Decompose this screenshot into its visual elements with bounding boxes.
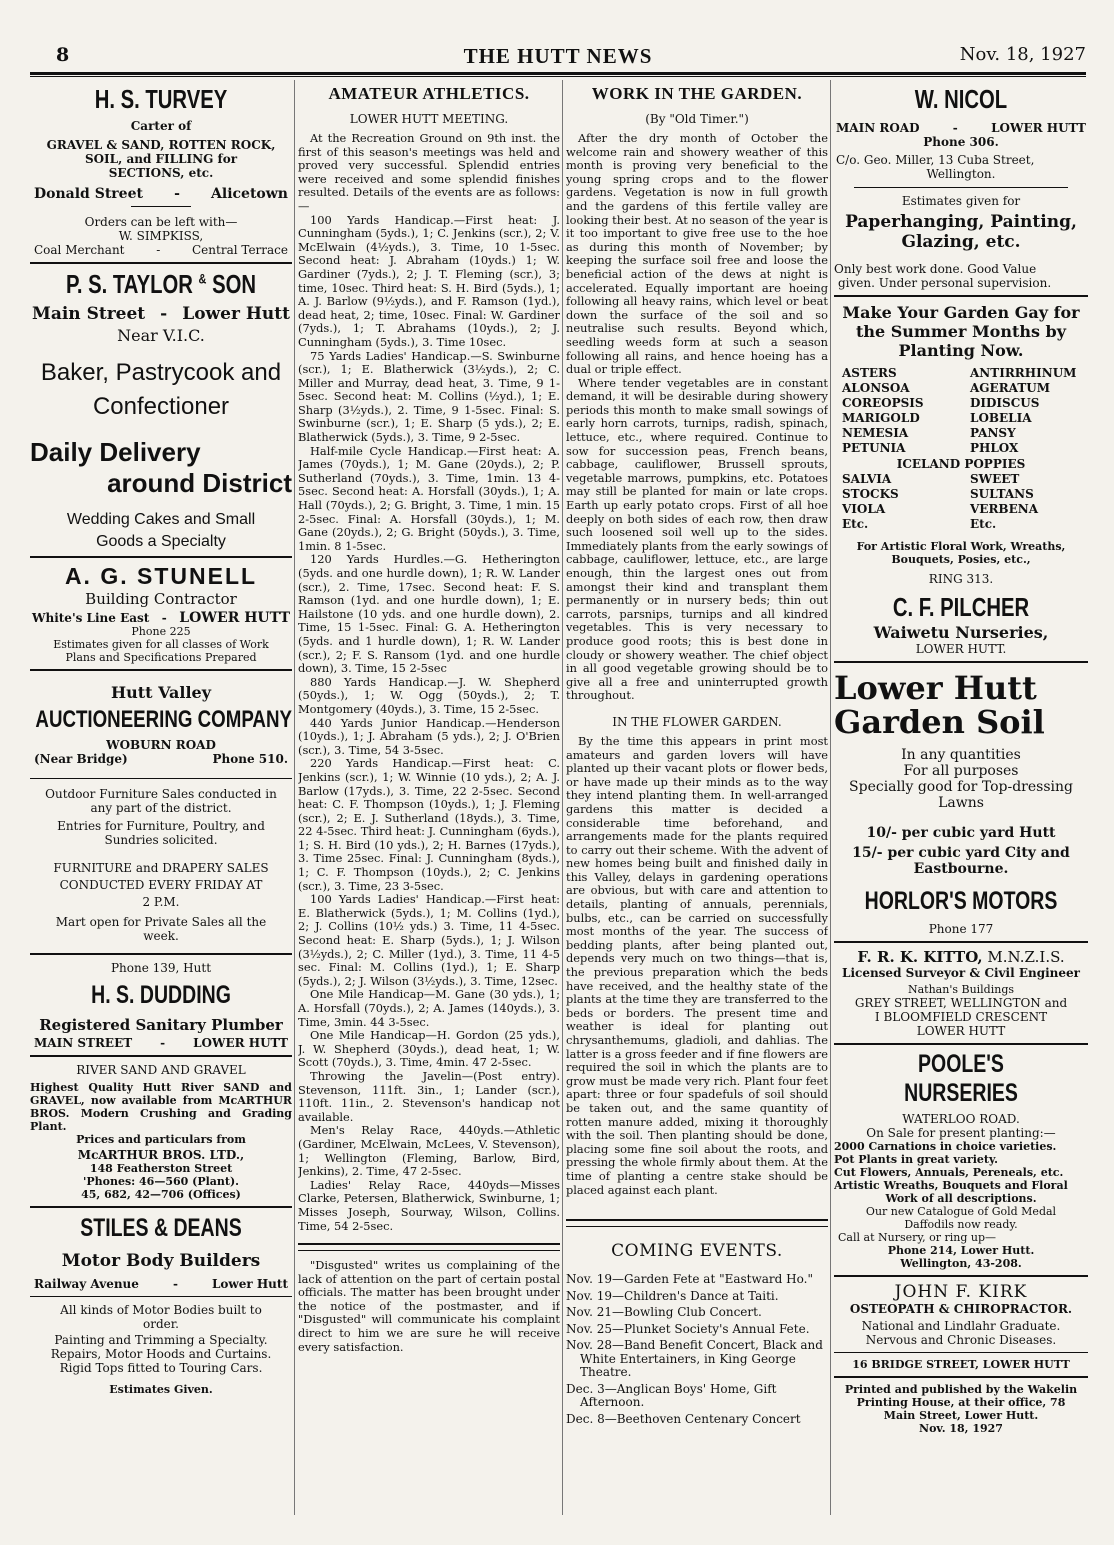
flower-name: SWEET bbox=[970, 472, 1020, 486]
divider bbox=[131, 206, 191, 207]
advertiser-name: HORLOR'S MOTORS bbox=[864, 887, 1058, 915]
nicol-ad bbox=[834, 84, 1088, 290]
flower-name: ALONSOA bbox=[842, 381, 910, 395]
event-item: Nov. 25—Plunket Society's Annual Fete. bbox=[566, 1321, 810, 1336]
ad-text: Only best work done. Good Value bbox=[834, 262, 1037, 276]
paragraph: 220 Yards Handicap.—First heat: C. Jenkins (scr.), 1; W. Winnie (10 yds.), 2; A. J. Barlow (17yds.), 3. Time, 22 2-5sec. Second heat: C. F. Thompson (10yds.), 1; J. Fleming (scr.), 2; E. J. Sutherland (18yds.), 3. Time, 22 4-5sec. Third heat: J. Cunningham (6yds.), 1; S. H. Bird (10 yds.), 2; H. Barnes (17yds.), 3. Time 25sec. Final: J. Cunningham (8yds.), 1; C. F. Thompson (10yds.), 2; C. Jenkins (scr.), 3. Time, 23 3-5sec. bbox=[298, 756, 560, 893]
ad-text: Cut Flowers, Annuals, Pereneals, etc. bbox=[834, 1166, 1064, 1179]
ad-text: 16 BRIDGE STREET, LOWER HUTT bbox=[852, 1358, 1070, 1371]
ad-text: Main Street bbox=[32, 304, 146, 324]
divider bbox=[834, 1376, 1088, 1378]
ad-text: RIVER SAND AND GRAVEL bbox=[76, 1063, 246, 1077]
ad-text: Confectioner bbox=[92, 393, 230, 420]
flower-name: AGERATUM bbox=[970, 381, 1051, 395]
ad-text: Railway Avenue bbox=[34, 1277, 139, 1291]
flower-list bbox=[834, 366, 1088, 456]
imprint-text: Main Street, Lower Hutt. bbox=[883, 1409, 1039, 1422]
ad-text: Plans and Specifications Prepared bbox=[65, 651, 257, 664]
article-body bbox=[566, 735, 828, 1197]
article-subhead: IN THE FLOWER GARDEN. bbox=[612, 714, 782, 729]
ad-text: Call at Nursery, or ring up— bbox=[838, 1231, 997, 1244]
advertiser-name: C. F. PILCHER bbox=[892, 592, 1030, 622]
events-heading: COMING EVENTS. bbox=[611, 1241, 783, 1262]
ad-text: LOWER HUTT bbox=[991, 121, 1086, 135]
ad-text: Licensed Surveyor & Civil Engineer bbox=[842, 966, 1080, 980]
ad-text: Outdoor Furniture Sales conducted in bbox=[45, 787, 277, 801]
ad-text: SON bbox=[212, 269, 257, 299]
flower-name: NEMESIA bbox=[842, 426, 909, 440]
ad-address-row bbox=[834, 121, 1088, 135]
ad-text: I BLOOMFIELD CRESCENT bbox=[874, 1010, 1048, 1024]
divider bbox=[834, 1352, 1088, 1353]
ad-text: CONDUCTED EVERY FRIDAY AT bbox=[59, 878, 263, 892]
paragraph: One Mile Handicap—M. Gane (30 yds.), 1; A. Horsfall (70yds.), 2; A. James (140yds.), 3. Time, 3min. 44 3-5sec. bbox=[298, 987, 560, 1029]
ad-text: Daily Delivery bbox=[30, 437, 201, 467]
stiles-deans-ad bbox=[30, 1214, 292, 1396]
ad-text: MAIN STREET bbox=[34, 1036, 133, 1050]
ad-text: In any quantities bbox=[901, 747, 1021, 763]
ad-text: - bbox=[160, 1036, 166, 1050]
ad-text: Nervous and Chronic Diseases. bbox=[865, 1333, 1057, 1347]
ad-text: For Artistic Floral Work, Wreaths, bbox=[856, 540, 1066, 553]
flower-name: LOBELIA bbox=[970, 411, 1032, 425]
ad-text: LOWER HUTT bbox=[193, 1036, 288, 1050]
event-item: Nov. 28—Band Benefit Concert, Black and White Entertainers, in King George Theatre. bbox=[566, 1338, 823, 1380]
ad-text: Phone 510. bbox=[212, 752, 288, 766]
ad-text: Donald Street bbox=[34, 186, 143, 202]
ad-text: Work of all descriptions. bbox=[885, 1192, 1037, 1205]
ad-text: LOWER HUTT bbox=[916, 1024, 1006, 1038]
issue-date: Nov. 18, 1927 bbox=[959, 44, 1086, 65]
ad-address-row bbox=[30, 1036, 292, 1050]
ad-text: Entries for Furniture, Poultry, and bbox=[57, 819, 265, 833]
ad-text: Bouquets, Posies, etc., bbox=[891, 553, 1031, 566]
kirk-ad bbox=[834, 1282, 1088, 1371]
ad-text: Phone 139, Hutt bbox=[110, 961, 212, 975]
ad-text: GREY STREET, WELLINGTON and bbox=[854, 996, 1068, 1010]
ad-text: Specially good for Top-dressing bbox=[849, 779, 1073, 795]
ad-text: GRAVEL & SAND, ROTTEN ROCK, bbox=[46, 138, 276, 152]
paragraph: 100 Yards Ladies' Handicap.—First heat: E. Blatherwick (5yds.), 1; M. Collins (1yd.), 2; J. Collins (10½ yds.) 3. Time, 11 4-5sec. Second heat: E. Sharp (5yds.), 1; J. Wilson (3½yds.), 2; C. Miller (1yd.), 3. Time, 11 4-5 sec. Final: M. Collins (1yd.), 1; E. Sharp (5yds.), 2; J. Wilson (3½yds.), 3. Time, 12sec. bbox=[298, 892, 560, 988]
ad-address-row bbox=[30, 1277, 292, 1291]
divider bbox=[30, 778, 292, 779]
divider bbox=[834, 661, 1088, 663]
flower-name: Etc. bbox=[842, 517, 869, 531]
ad-text: Registered Sanitary Plumber bbox=[39, 1016, 283, 1034]
ad-text: SECTIONS, etc. bbox=[108, 166, 214, 180]
dudding-ad bbox=[30, 961, 292, 1050]
divider bbox=[298, 1250, 560, 1251]
divider bbox=[30, 1206, 292, 1208]
ad-text: - bbox=[174, 186, 180, 202]
ad-text: Rigid Tops fitted to Touring Cars. bbox=[59, 1361, 263, 1375]
ad-text: For all purposes bbox=[903, 763, 1019, 779]
advertiser-name: POOLE'S NURSERIES bbox=[904, 1050, 1018, 1107]
ad-headline: Garden Soil bbox=[834, 703, 1045, 741]
masthead-rule-thin bbox=[30, 76, 1086, 77]
auctioneering-ad bbox=[30, 683, 292, 943]
ad-text: All kinds of Motor Bodies built to bbox=[60, 1303, 262, 1317]
ad-text: SOIL, and FILLING for bbox=[84, 152, 238, 166]
ad-text: Nathan's Buildings bbox=[907, 983, 1015, 996]
ad-text: - bbox=[172, 1277, 178, 1291]
paragraph: 440 Yards Junior Handicap.—Henderson (10yds.), 1; J. Abraham (5 yds.), 2; J. O'Brien (scr.), 3. Time, 54 3-5sec. bbox=[298, 715, 560, 757]
ad-text: LOWER HUTT. bbox=[915, 642, 1007, 656]
ad-text: 10/- per cubic yard Hutt bbox=[866, 825, 1056, 841]
ad-text: Building Contractor bbox=[85, 590, 237, 608]
event-item: Nov. 19—Children's Dance at Taiti. bbox=[566, 1288, 779, 1303]
ad-text: Painting and Trimming a Specialty. bbox=[54, 1333, 268, 1347]
page-number: 8 bbox=[56, 44, 70, 66]
ad-text: M.N.Z.I.S. bbox=[987, 948, 1065, 966]
ad-text: Wellington, 43-208. bbox=[900, 1257, 1022, 1270]
imprint-text: Printing House, at their office, 78 bbox=[856, 1396, 1066, 1409]
ad-address-row bbox=[30, 611, 292, 625]
ad-text: Prices and particulars from bbox=[76, 1133, 246, 1146]
divider bbox=[30, 556, 292, 558]
divider bbox=[834, 941, 1088, 943]
events-list bbox=[566, 1273, 828, 1426]
article-headline: WORK IN THE GARDEN. bbox=[591, 84, 803, 103]
divider bbox=[566, 1226, 828, 1227]
divider bbox=[298, 1243, 560, 1245]
column-divider bbox=[830, 80, 831, 1515]
ad-text: RING 313. bbox=[928, 572, 994, 586]
newspaper-title: THE HUTT NEWS bbox=[463, 44, 653, 68]
ad-text: F. R. K. KITTO, bbox=[857, 948, 983, 966]
ad-text: Pot Plants in great variety. bbox=[834, 1153, 998, 1166]
flower-name: COREOPSIS bbox=[842, 396, 924, 410]
event-item: Dec. 3—Anglican Boys' Home, Gift Afternoon. bbox=[566, 1381, 777, 1410]
divider bbox=[566, 1219, 828, 1221]
ad-text: Orders can be left with— bbox=[84, 215, 238, 229]
paragraph: At the Recreation Ground on 9th inst. the first of this season's meetings was held and proved very successful. Splendid entries were received and some splendid finishes resulted. Details of the events are as follows:— bbox=[298, 131, 560, 213]
ad-text: Lower Hutt bbox=[182, 304, 290, 324]
divider bbox=[30, 669, 292, 671]
paragraph: By the time this appears in print most amateurs and garden lovers will have planted up their vacant plots or flower beds, or have made up their minds as to the way they intend planting them. In well-arranged gardens this matter is decided a considerable time beforehand, and arrangements made for the plants required to carry out their scheme. With the advent of new homes being built and finished daily in this Valley, delays in gardening operations are obvious, but with care and attention to details, planting of annuals, perennials, bulbs, etc., can be carried on successfully most months of the year. The success of bedding plants, after being planted out, depends very much on two things—that is, the previous preparation which the beds have received, and the healthy state of the plants at the time they are transferred to the beds or borders. The present time and weather is ideal for planting out chrysanthemums, gladioli, and dahlias. The latter is a gross feeder and if fine flowers are required the soil in which the plants are to grow must be made very rich. Plant four feet apart: three or four spadefuls of soil should be taken out, and the same quantity of rotten manure added, mixing it thoroughly with the soil. Then planting should be done, placing some fine soil about the roots, and pressing the whole firmly about them. At the time of planting a centre stake should be placed against each plant. bbox=[566, 733, 828, 1197]
ad-text: Phone 306. bbox=[923, 135, 999, 149]
advertiser-name: H. S. TURVEY bbox=[94, 84, 228, 114]
ad-text: 15/- per cubic yard City and bbox=[852, 845, 1070, 861]
taylor-ad bbox=[30, 269, 292, 551]
ad-address-row bbox=[30, 752, 292, 766]
ad-text: P. S. TAYLOR bbox=[65, 269, 193, 299]
ad-text: - bbox=[160, 304, 168, 324]
ad-text: 2 P.M. bbox=[142, 895, 180, 909]
ad-text: Wellington. bbox=[926, 167, 996, 181]
ad-text: Motor Body Builders bbox=[61, 1251, 261, 1271]
ad-text: Phone 177 bbox=[928, 922, 994, 936]
ad-text: Alicetown bbox=[211, 186, 288, 202]
ad-text: (Near Bridge) bbox=[34, 752, 128, 766]
paragraph: 100 Yards Handicap.—First heat: J. Cunningham (5yds.), 1; C. Jenkins (scr.), 2; V. McElwain (4½yds.), 3. Time, 10 1-5sec. Second heat: J. Abraham (10yds.) 1; W. Gardiner (7yds.), 2; J. T. Fleming (scr.), 3; time, 10sec. Third heat: S. H. Bird (5yds.), 1; A. J. Barlow (9½yds.), and F. Ramson (1yd.), dead heat, 2; time, 10sec. Final: W. Gardiner (7yds.), 1; T. Abrahams (10yds.), 2; J. Cunningham (5yds.), 3. Time 10sec. bbox=[298, 212, 560, 349]
ad-text: ICELAND POPPIES bbox=[896, 457, 1026, 471]
advertiser-name bbox=[59, 269, 263, 300]
column-advertisements-left bbox=[30, 80, 292, 1523]
article-headline: AMATEUR ATHLETICS. bbox=[328, 84, 530, 103]
ad-text: Highest Quality Hutt River SAND and GRAVEL, now available from McARTHUR BROS. Modern Crushing and Grading Plant. bbox=[30, 1081, 292, 1133]
paragraph: One Mile Handicap—H. Gordon (25 yds.), J. W. Shepherd (30yds.), dead heat, 1; W. Scott (70yds.), 3. Time, 4min. 47 2-5sec. bbox=[298, 1028, 560, 1070]
ad-text: Waiwetu Nurseries, bbox=[873, 623, 1049, 642]
ad-text: White's Line East bbox=[32, 611, 150, 625]
advertiser-name: H. S. DUDDING bbox=[91, 981, 231, 1009]
pilcher-ad bbox=[834, 303, 1088, 656]
ad-text: Estimates given for all classes of Work bbox=[53, 638, 269, 651]
flower-name: SALVIA bbox=[842, 472, 892, 486]
event-item: Nov. 19—Garden Fete at "Eastward Ho." bbox=[566, 1272, 813, 1287]
flower-list bbox=[834, 472, 1088, 532]
ad-text: Mart open for Private Sales all the bbox=[55, 915, 267, 929]
divider bbox=[854, 187, 1068, 188]
divider bbox=[30, 953, 292, 955]
article-body bbox=[298, 1259, 560, 1354]
ad-address-row bbox=[30, 186, 292, 202]
flower-name: PETUNIA bbox=[842, 441, 906, 455]
ad-text: Lower Hutt bbox=[211, 1277, 288, 1291]
imprint-text: Printed and published by the Wakelin bbox=[844, 1383, 1078, 1396]
paragraph: Half-mile Cycle Handicap.—First heat: A. James (70yds.), 1; M. Gane (20yds.), 2; P. Sutherland (70yds.), 3. Time, 1min. 13 4-5sec. Second heat: A. Horsfall (30yds.), 1; A. Hall (70yds.), 2; G. Bright, 3. Time, 1 min. 15 2-5sec. Final: A. Horsfall (30yds.), 1; M. Gane (20yds.), 2; G. Bright (50yds.), 3. Time, 1min. 8 1-5sec. bbox=[298, 443, 560, 553]
ad-text: given. Under personal supervision. bbox=[838, 276, 1052, 290]
ad-text: Estimates given for bbox=[901, 194, 1021, 208]
ad-text: Lawns bbox=[938, 795, 984, 811]
paragraph: Throwing the Javelin—(Post entry). Stevenson, 111ft. 3in., 1; Lander (scr.), 110ft. 11in., 2. Stevenson's handicap not available. bbox=[298, 1068, 560, 1124]
ad-text: - bbox=[952, 121, 958, 135]
advertiser-name: AUCTIONEERING COMPANY bbox=[35, 706, 292, 733]
stunell-ad bbox=[30, 563, 292, 664]
ad-text: On Sale for present planting:— bbox=[866, 1126, 1056, 1140]
flower-name: ASTERS bbox=[842, 366, 897, 380]
ad-text: Artistic Wreaths, Bouquets and Floral bbox=[834, 1179, 1068, 1192]
column-advertisements-right bbox=[834, 80, 1088, 1523]
paragraph: 75 Yards Ladies' Handicap.—S. Swinburne (scr.), 1; E. Blatherwick (3½yds.), 2; C. Miller and Murray, dead heat, 3. Time, 9 1-5sec. Second heat: M. Collins (½yd.), 1; E. Sharp (3½yds.), 2. Time, 9 1-5sec. Final: S. Swinburne (scr.), 1; E. Sharp (5 yds.), 2; E. Blatherwick (5yds.), 3. Time, 9 2-5sec. bbox=[298, 348, 560, 445]
ad-text: Planting Now. bbox=[898, 341, 1024, 360]
ad-text: order. bbox=[143, 1317, 179, 1331]
ad-text: week. bbox=[143, 929, 179, 943]
ad-text: Sundries solicited. bbox=[104, 833, 218, 847]
divider bbox=[834, 1043, 1088, 1045]
ad-text: Near V.I.C. bbox=[117, 326, 205, 345]
ad-text: McARTHUR BROS. LTD., bbox=[77, 1148, 245, 1162]
ad-text: Our new Catalogue of Gold Medal bbox=[865, 1205, 1057, 1218]
ad-text: Wedding Cakes and Small bbox=[66, 511, 256, 528]
ad-text: 148 Featherston Street bbox=[89, 1162, 233, 1175]
divider bbox=[834, 295, 1088, 297]
ad-text: Estimates Given. bbox=[109, 1383, 213, 1396]
masthead-rule bbox=[30, 72, 1086, 75]
turvey-ad bbox=[30, 84, 292, 257]
article-body bbox=[298, 132, 560, 1233]
advertiser-name bbox=[834, 948, 1088, 966]
ad-text: around District bbox=[107, 468, 292, 498]
flower-name: SULTANS bbox=[970, 487, 1034, 501]
ad-text: 2000 Carnations in choice varieties. bbox=[834, 1140, 1057, 1153]
ad-text: W. SIMPKISS, bbox=[118, 229, 204, 243]
ad-text: OSTEOPATH & CHIROPRACTOR. bbox=[849, 1302, 1073, 1316]
ad-text: Hutt Valley bbox=[110, 683, 212, 702]
ad-text: Glazing, etc. bbox=[901, 232, 1021, 252]
advertiser-name: JOHN F. KIRK bbox=[894, 1282, 1028, 1302]
advertiser-name: STILES & DEANS bbox=[80, 1214, 242, 1242]
divider bbox=[30, 1055, 292, 1057]
column-divider bbox=[562, 80, 563, 1515]
ad-text: Eastbourne. bbox=[913, 861, 1009, 877]
ad-text: Repairs, Motor Hoods and Curtains. bbox=[50, 1347, 272, 1361]
flower-name: STOCKS bbox=[842, 487, 899, 501]
event-item: Nov. 21—Bowling Club Concert. bbox=[566, 1305, 762, 1320]
ad-text: Baker, Pastrycook and bbox=[40, 359, 282, 386]
divider bbox=[30, 1296, 292, 1297]
ad-address-row bbox=[30, 243, 292, 257]
article-body bbox=[566, 132, 828, 703]
paragraph: 120 Yards Hurdles.—G. Hetherington (5yds. and one hurdle down), 1; R. W. Lander (scr.), 2. Time, 17sec. Second heat: F. S. Ramson (1yd. and one hurdle down), 1; E. Hailstone (10 yds. and one hurdle down), 2. Time, 15 1-5sec. Final: G. A. Hetherington (5yds. and 1 hurdle down), 1; R. W. Lander (scr.), 2; F. S. Ransom (1yd. and one hurdle down), 3. Time, 15 2-5sec bbox=[298, 552, 560, 676]
ad-text: Carter of bbox=[130, 119, 192, 133]
ad-text: - bbox=[161, 611, 167, 625]
ad-text: Make Your Garden Gay for bbox=[842, 303, 1080, 322]
column-athletics bbox=[298, 80, 560, 1523]
ad-headline: Lower Hutt bbox=[834, 669, 1037, 707]
ad-address-row bbox=[30, 304, 292, 324]
flower-name: PANSY bbox=[970, 426, 1016, 440]
article-subhead: LOWER HUTT MEETING. bbox=[349, 112, 509, 126]
poole-ad bbox=[834, 1050, 1088, 1270]
paragraph: "Disgusted" writes us complaining of the lack of attention on the part of certain postal officials. The matter has been brought under the notice of the postmaster, and if "Disgusted" will communicate his complaint direct to him we are sure he will receive every satisfaction. bbox=[298, 1258, 560, 1354]
paragraph: Men's Relay Race, 440yds.—Athletic (Gardiner, McElwain, McLees, V. Stevenson), 1; Wellington (Fleming, Barlow, Bird, Jenkins), 2. Time, 47 2-5sec. bbox=[298, 1123, 560, 1179]
kitto-ad bbox=[834, 948, 1088, 1038]
ad-text: C/o. Geo. Miller, 13 Cuba Street, bbox=[836, 153, 1035, 167]
paragraph: Where tender vegetables are in constant demand, it will be desirable during showery periods this month to make small sowings of early horn carrots, turnips, radish, spinach, lettuce, etc., where required. Continue to sow for succession peas, French beans, cabbage, cauliflower, Brussell sprouts, vegetable marrows, pumpkins, etc. Potatoes may still be planted for main or late crops. Earth up early potato crops. First of all hoe deeply on both sides of each row, then draw such loosened soil well up to the sides. Immediately plants from the early sowings of cabbage, cauliflower, lettuce, etc., are large enough, thin the largest ones out from amongst their kind and transplant them permanently or in nursery beds; thin out carrots, parsnips, turnips and all kindred vegetables. This is very necessary to produce good roots; this is best done in cloudy or showery weather. The chief object in all good vegetable growing should be to give all a free and uninterrupted growth throughout. bbox=[566, 375, 828, 703]
ad-text: & bbox=[198, 270, 207, 287]
flower-name: VERBENA bbox=[970, 502, 1038, 516]
ad-text: Central Terrace bbox=[192, 243, 288, 257]
ad-text: Coal Merchant bbox=[34, 243, 125, 257]
ad-text: Daffodils now ready. bbox=[904, 1218, 1018, 1231]
event-item: Dec. 8—Beethoven Centenary Concert bbox=[566, 1411, 801, 1426]
advertiser-name: A. G. STUNELL bbox=[64, 563, 258, 589]
advertiser-name: W. NICOL bbox=[914, 84, 1008, 114]
ad-text: - bbox=[156, 243, 161, 257]
ad-text: Goods a Specialty bbox=[96, 533, 226, 550]
flower-name: DIDISCUS bbox=[970, 396, 1040, 410]
flower-name: Etc. bbox=[970, 517, 997, 531]
ad-text: 45, 682, 42—706 (Offices) bbox=[81, 1188, 241, 1201]
paragraph: Ladies' Relay Race, 440yds—Misses Clarke, Petersen, Blatherwick, Swinburne, 1; Misses Joseph, Sourway, Wilson, Collins. Time, 54 2-5sec. bbox=[298, 1177, 560, 1233]
article-byline: (By "Old Timer.") bbox=[645, 112, 749, 126]
flower-name: MARIGOLD bbox=[842, 411, 920, 425]
flower-name: PHLOX bbox=[970, 441, 1019, 455]
divider bbox=[30, 262, 292, 264]
ad-text: any part of the district. bbox=[90, 801, 232, 815]
masthead bbox=[30, 34, 1086, 74]
flower-name: ANTIRRHINUM bbox=[970, 366, 1077, 380]
ad-text: LOWER HUTT bbox=[179, 610, 290, 626]
paragraph: 880 Yards Handicap.—J. W. Shepherd (50yds.), 1; W. Ogg (50yds.), 2; T. Montgomery (40yds.), 3. Time, 15 2-5sec. bbox=[298, 674, 560, 716]
ad-text: WATERLOO ROAD. bbox=[902, 1112, 1020, 1126]
flower-name: VIOLA bbox=[842, 502, 886, 516]
column-garden bbox=[566, 80, 828, 1523]
ad-text: the Summer Months by bbox=[855, 322, 1067, 341]
ad-text: Phone 214, Lower Hutt. bbox=[887, 1244, 1035, 1257]
ad-text: Phone 225 bbox=[131, 625, 191, 638]
paragraph: After the dry month of October the welcome rain and showery weather of this month is proving very beneficial to the young spring crops and to the flower gardens. Vegetation is now in full growth and the gardens of this fertile valley are looking their best. At no season of the year is it too important to give free use to the hoe as during this month of November; by keeping the surface soil free and loose the beneficial action of the dews at night is accelerated. Equally important are hoeing following all heavy rains, which level or beat down the surface of the soil and so neutralise such results. Beyond which, seedling weeds form at such a season following all rains, and hence hoeing has a dual or triple effect. bbox=[566, 131, 828, 377]
ad-text: National and Lindlahr Graduate. bbox=[861, 1319, 1061, 1333]
mcarthur-ad bbox=[30, 1063, 292, 1201]
ad-text: 'Phones: 46—560 (Plant). bbox=[82, 1175, 240, 1188]
ad-text: Paperhanging, Painting, bbox=[845, 212, 1077, 232]
imprint-text: Nov. 18, 1927 bbox=[919, 1422, 1003, 1435]
divider bbox=[834, 1275, 1088, 1277]
ad-text: MAIN ROAD bbox=[836, 121, 920, 135]
imprint bbox=[834, 1383, 1088, 1435]
ad-text: WOBURN ROAD bbox=[106, 738, 216, 752]
ad-text: FURNITURE and DRAPERY SALES bbox=[53, 861, 269, 875]
garden-soil-ad bbox=[834, 671, 1088, 936]
column-divider bbox=[294, 80, 295, 1515]
